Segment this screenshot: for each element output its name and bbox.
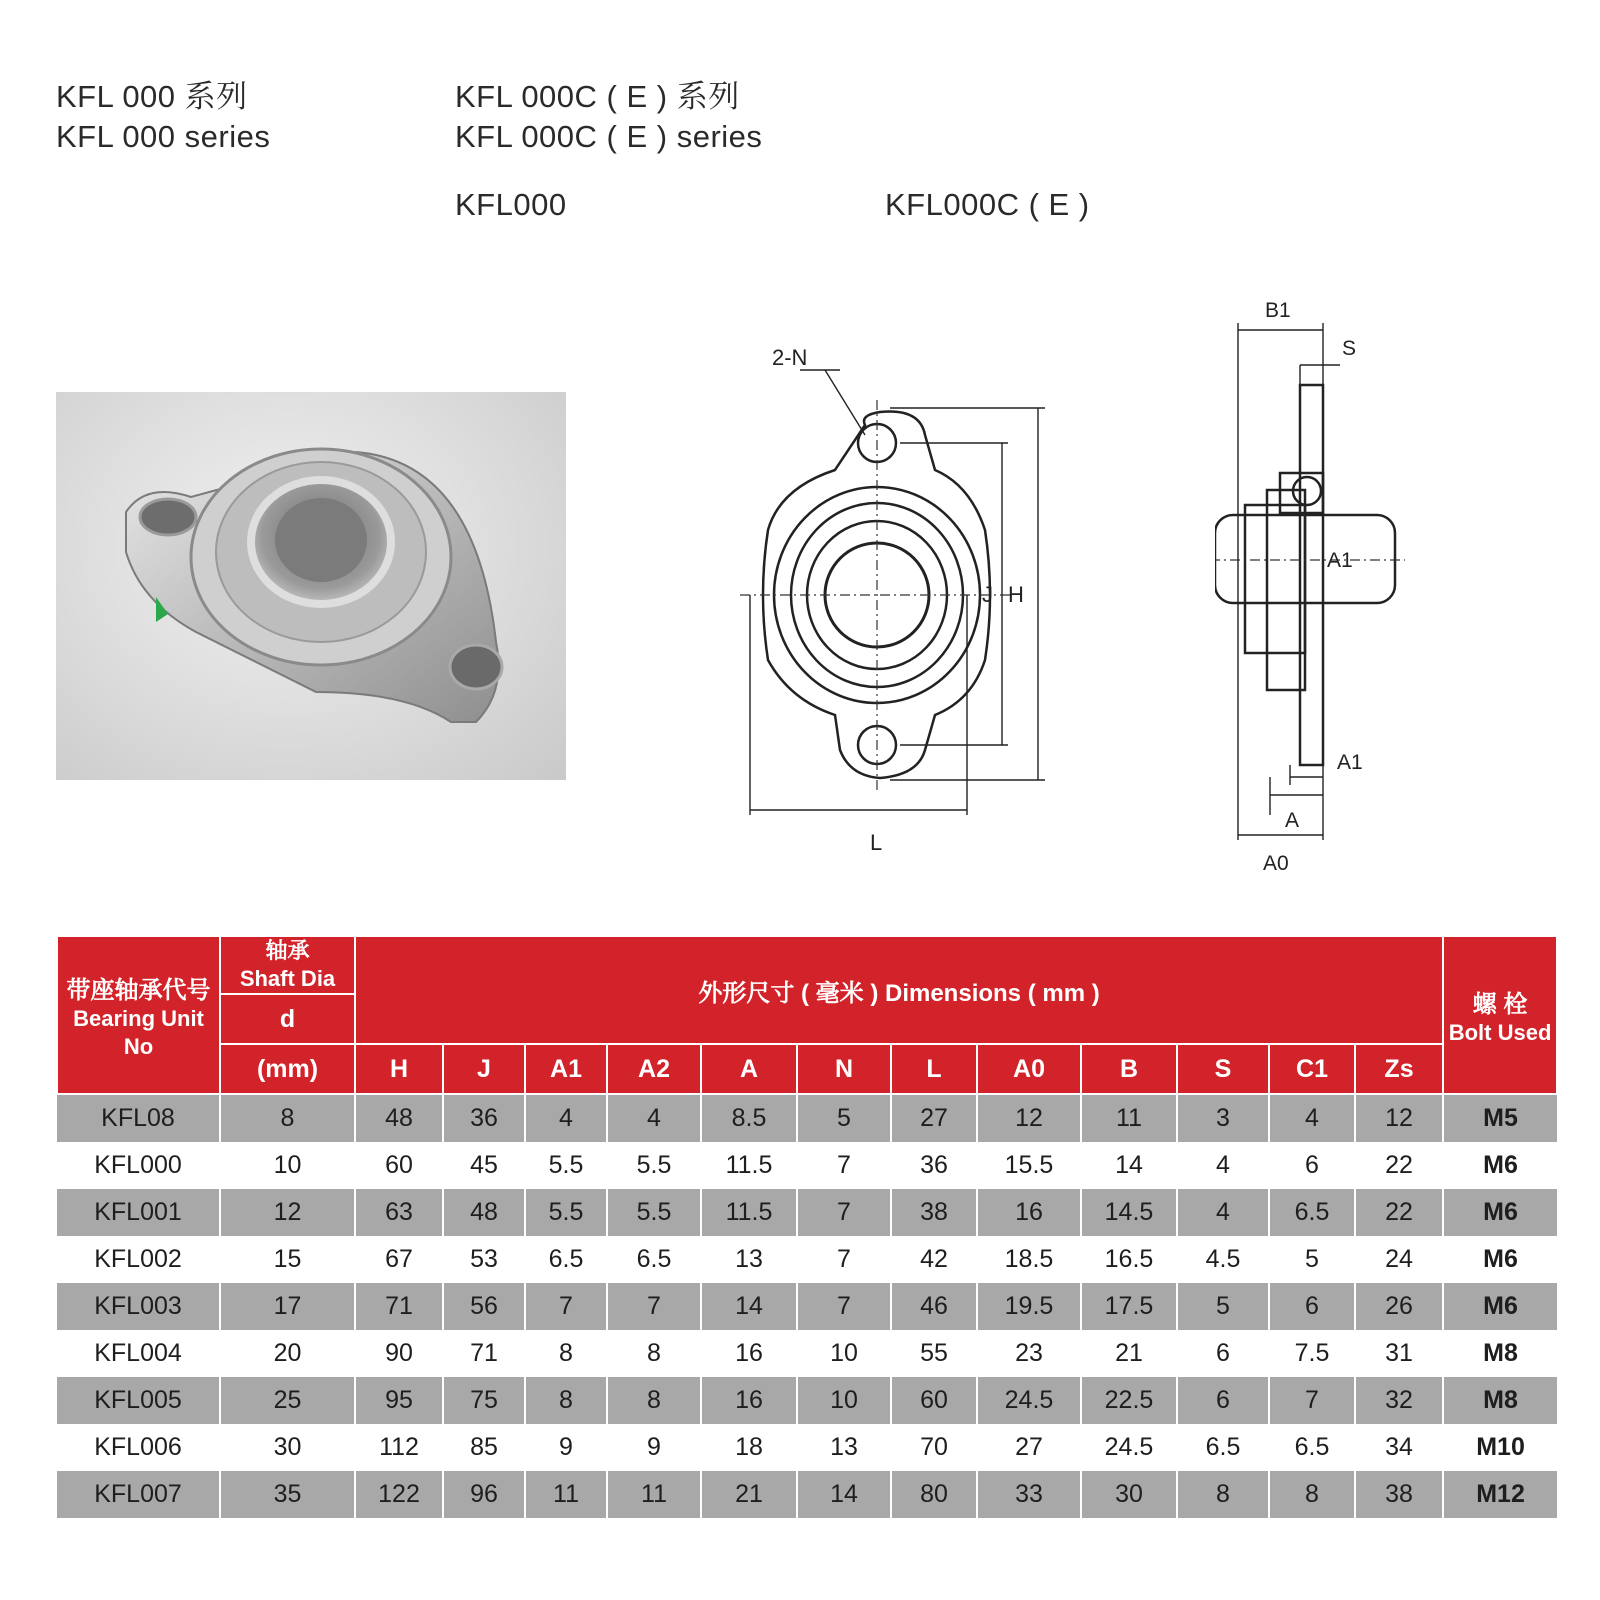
cell-l: 36 (891, 1142, 977, 1189)
cell-c1: 6.5 (1269, 1189, 1355, 1236)
cell-bolt: M6 (1443, 1142, 1557, 1189)
cell-b: 14.5 (1081, 1189, 1177, 1236)
cell-bolt: M8 (1443, 1377, 1557, 1424)
cell-s: 4 (1177, 1142, 1269, 1189)
cell-shaft-dia: 12 (220, 1189, 355, 1236)
cell-a2: 5.5 (607, 1142, 701, 1189)
cell-n: 5 (797, 1094, 891, 1142)
col-header-a1: A1 (525, 1044, 607, 1094)
cell-s: 4 (1177, 1189, 1269, 1236)
cell-a2: 5.5 (607, 1189, 701, 1236)
bearing-unit-illustration (56, 392, 566, 780)
cell-c1: 8 (1269, 1471, 1355, 1518)
model-left-label: KFL000 (455, 187, 567, 222)
cell-shaft-dia: 35 (220, 1471, 355, 1518)
col-header-a: A (701, 1044, 797, 1094)
cell-h: 71 (355, 1283, 443, 1330)
cell-a0: 16 (977, 1189, 1081, 1236)
cell-a0: 15.5 (977, 1142, 1081, 1189)
flange-plate (1300, 385, 1323, 765)
cell-l: 80 (891, 1471, 977, 1518)
cell-shaft-dia: 25 (220, 1377, 355, 1424)
cell-h: 63 (355, 1189, 443, 1236)
table-body (57, 1094, 1557, 1518)
cell-a: 14 (701, 1283, 797, 1330)
cell-j: 48 (443, 1189, 525, 1236)
cell-unit-no: KFL003 (57, 1283, 220, 1330)
cell-zs: 12 (1355, 1094, 1443, 1142)
cell-unit-no: KFL007 (57, 1471, 220, 1518)
cell-unit-no: KFL000 (57, 1142, 220, 1189)
cell-zs: 26 (1355, 1283, 1443, 1330)
cell-h: 122 (355, 1471, 443, 1518)
label-a0: A0 (1263, 852, 1289, 875)
cell-l: 46 (891, 1283, 977, 1330)
label-h: H (1008, 582, 1024, 607)
cell-zs: 34 (1355, 1424, 1443, 1471)
cell-n: 7 (797, 1283, 891, 1330)
col-header-zs: Zs (1355, 1044, 1443, 1094)
cell-bolt: M6 (1443, 1236, 1557, 1283)
header-bolt-cn: 螺 栓 (1472, 990, 1528, 1018)
cell-n: 10 (797, 1330, 891, 1377)
cell-s: 3 (1177, 1094, 1269, 1142)
cell-zs: 24 (1355, 1236, 1443, 1283)
header-shaft-dia (220, 936, 355, 994)
cell-a1: 11 (525, 1471, 607, 1518)
cell-a1: 5.5 (525, 1142, 607, 1189)
label-2-n: 2-N (772, 345, 808, 370)
cell-bolt: M12 (1443, 1471, 1557, 1518)
cell-a2: 7 (607, 1283, 701, 1330)
cell-a: 18 (701, 1424, 797, 1471)
cell-a1: 8 (525, 1330, 607, 1377)
cell-bolt: M5 (1443, 1094, 1557, 1142)
cell-zs: 22 (1355, 1142, 1443, 1189)
cell-shaft-dia: 20 (220, 1330, 355, 1377)
model-right-label: KFL000C ( E ) (885, 187, 1090, 222)
cell-n: 14 (797, 1471, 891, 1518)
table-row (57, 1377, 1557, 1424)
cell-h: 95 (355, 1377, 443, 1424)
cell-a: 21 (701, 1471, 797, 1518)
table-row (57, 1094, 1557, 1142)
cell-a0: 24.5 (977, 1377, 1081, 1424)
cell-n: 13 (797, 1424, 891, 1471)
cell-unit-no: KFL002 (57, 1236, 220, 1283)
header-dimensions: 外形尺寸 ( 毫米 ) Dimensions ( mm ) (355, 936, 1443, 1044)
cell-a: 8.5 (701, 1094, 797, 1142)
cell-a: 16 (701, 1377, 797, 1424)
cell-l: 38 (891, 1189, 977, 1236)
cell-h: 48 (355, 1094, 443, 1142)
cell-s: 8 (1177, 1471, 1269, 1518)
label-a: A (1285, 809, 1300, 832)
cell-h: 60 (355, 1142, 443, 1189)
cell-c1: 4 (1269, 1094, 1355, 1142)
cell-a0: 27 (977, 1424, 1081, 1471)
cell-unit-no: KFL001 (57, 1189, 220, 1236)
cell-unit-no: KFL08 (57, 1094, 220, 1142)
cell-b: 24.5 (1081, 1424, 1177, 1471)
cell-zs: 31 (1355, 1330, 1443, 1377)
col-header-c1: C1 (1269, 1044, 1355, 1094)
cell-b: 21 (1081, 1330, 1177, 1377)
cell-a1: 5.5 (525, 1189, 607, 1236)
cell-zs: 38 (1355, 1471, 1443, 1518)
col-header-a2: A2 (607, 1044, 701, 1094)
cell-h: 90 (355, 1330, 443, 1377)
cell-c1: 6 (1269, 1283, 1355, 1330)
cell-b: 22.5 (1081, 1377, 1177, 1424)
cell-shaft-dia: 17 (220, 1283, 355, 1330)
cell-j: 53 (443, 1236, 525, 1283)
cell-n: 7 (797, 1189, 891, 1236)
cell-shaft-dia: 8 (220, 1094, 355, 1142)
col-header-s: S (1177, 1044, 1269, 1094)
cell-a: 16 (701, 1330, 797, 1377)
cell-j: 75 (443, 1377, 525, 1424)
cell-h: 112 (355, 1424, 443, 1471)
cell-c1: 7.5 (1269, 1330, 1355, 1377)
label-a1-bottom: A1 (1337, 751, 1363, 774)
label-j: J (982, 582, 993, 607)
cell-a: 11.5 (701, 1189, 797, 1236)
cell-a2: 8 (607, 1330, 701, 1377)
label-b1: B1 (1265, 299, 1291, 322)
col-header-a0: A0 (977, 1044, 1081, 1094)
table-row (57, 1283, 1557, 1330)
header-unit-no-en: Bearing Unit No (73, 1005, 204, 1059)
cell-zs: 22 (1355, 1189, 1443, 1236)
cell-shaft-dia: 15 (220, 1236, 355, 1283)
cell-bolt: M10 (1443, 1424, 1557, 1471)
cell-a: 11.5 (701, 1142, 797, 1189)
cell-a1: 9 (525, 1424, 607, 1471)
cell-b: 17.5 (1081, 1283, 1177, 1330)
cell-a: 13 (701, 1236, 797, 1283)
label-a1-top: A1 (1327, 549, 1353, 572)
cell-n: 10 (797, 1377, 891, 1424)
series-right-cn: KFL 000C ( E ) 系列 (455, 79, 740, 114)
cell-j: 96 (443, 1471, 525, 1518)
header-unit-no-cn: 带座轴承代号 (66, 976, 211, 1004)
header-bolt-en: Bolt Used (1448, 1019, 1552, 1045)
cell-a0: 23 (977, 1330, 1081, 1377)
cell-j: 45 (443, 1142, 525, 1189)
cell-n: 7 (797, 1142, 891, 1189)
header-shaft-en: Shaft Dia (239, 966, 336, 991)
dimensions-table (56, 935, 1558, 1518)
header-bolt-used (1443, 936, 1557, 1094)
cell-a1: 7 (525, 1283, 607, 1330)
cell-a2: 4 (607, 1094, 701, 1142)
cell-j: 56 (443, 1283, 525, 1330)
cell-s: 6 (1177, 1377, 1269, 1424)
table-row (57, 1189, 1557, 1236)
cell-s: 4.5 (1177, 1236, 1269, 1283)
table-row (57, 1330, 1557, 1377)
cell-l: 42 (891, 1236, 977, 1283)
cell-a1: 6.5 (525, 1236, 607, 1283)
cell-zs: 32 (1355, 1377, 1443, 1424)
cell-a0: 18.5 (977, 1236, 1081, 1283)
cell-shaft-dia: 10 (220, 1142, 355, 1189)
table-row (57, 1471, 1557, 1518)
series-right-en: KFL 000C ( E ) series (455, 119, 763, 154)
cell-n: 7 (797, 1236, 891, 1283)
cell-a2: 6.5 (607, 1236, 701, 1283)
col-header-j: J (443, 1044, 525, 1094)
table-row (57, 1424, 1557, 1471)
cell-b: 11 (1081, 1094, 1177, 1142)
cell-a2: 8 (607, 1377, 701, 1424)
cell-s: 6.5 (1177, 1424, 1269, 1471)
cell-unit-no: KFL006 (57, 1424, 220, 1471)
cell-l: 55 (891, 1330, 977, 1377)
cell-b: 16.5 (1081, 1236, 1177, 1283)
col-header-n: N (797, 1044, 891, 1094)
cell-j: 71 (443, 1330, 525, 1377)
cell-a1: 8 (525, 1377, 607, 1424)
cell-a2: 11 (607, 1471, 701, 1518)
front-view-drawing (740, 340, 1090, 870)
cell-c1: 6 (1269, 1142, 1355, 1189)
cell-l: 70 (891, 1424, 977, 1471)
cell-a2: 9 (607, 1424, 701, 1471)
header-shaft-unit: (mm) (220, 1044, 355, 1094)
cell-h: 67 (355, 1236, 443, 1283)
col-header-h: H (355, 1044, 443, 1094)
header-bearing-unit-no (57, 936, 220, 1094)
cell-b: 14 (1081, 1142, 1177, 1189)
cell-s: 6 (1177, 1330, 1269, 1377)
label-s: S (1342, 337, 1357, 360)
cell-l: 60 (891, 1377, 977, 1424)
cell-a0: 12 (977, 1094, 1081, 1142)
cell-bolt: M6 (1443, 1283, 1557, 1330)
cell-unit-no: KFL004 (57, 1330, 220, 1377)
cell-c1: 5 (1269, 1236, 1355, 1283)
product-photo (56, 392, 566, 780)
cell-s: 5 (1177, 1283, 1269, 1330)
col-header-b: B (1081, 1044, 1177, 1094)
header-shaft-cn: 轴承 (265, 938, 310, 963)
cell-j: 36 (443, 1094, 525, 1142)
cell-l: 27 (891, 1094, 977, 1142)
side-view-drawing (1215, 295, 1445, 895)
cell-c1: 6.5 (1269, 1424, 1355, 1471)
header-shaft-d: d (220, 994, 355, 1044)
label-l: L (870, 830, 883, 855)
table-row (57, 1142, 1557, 1189)
cell-unit-no: KFL005 (57, 1377, 220, 1424)
cell-bolt: M8 (1443, 1330, 1557, 1377)
cell-bolt: M6 (1443, 1189, 1557, 1236)
cell-a0: 33 (977, 1471, 1081, 1518)
col-header-l: L (891, 1044, 977, 1094)
cell-a1: 4 (525, 1094, 607, 1142)
table-row (57, 1236, 1557, 1283)
cell-c1: 7 (1269, 1377, 1355, 1424)
series-left-cn: KFL 000 系列 (56, 79, 248, 114)
series-left-en: KFL 000 series (56, 119, 271, 154)
cell-j: 85 (443, 1424, 525, 1471)
cell-a0: 19.5 (977, 1283, 1081, 1330)
cell-b: 30 (1081, 1471, 1177, 1518)
cell-shaft-dia: 30 (220, 1424, 355, 1471)
